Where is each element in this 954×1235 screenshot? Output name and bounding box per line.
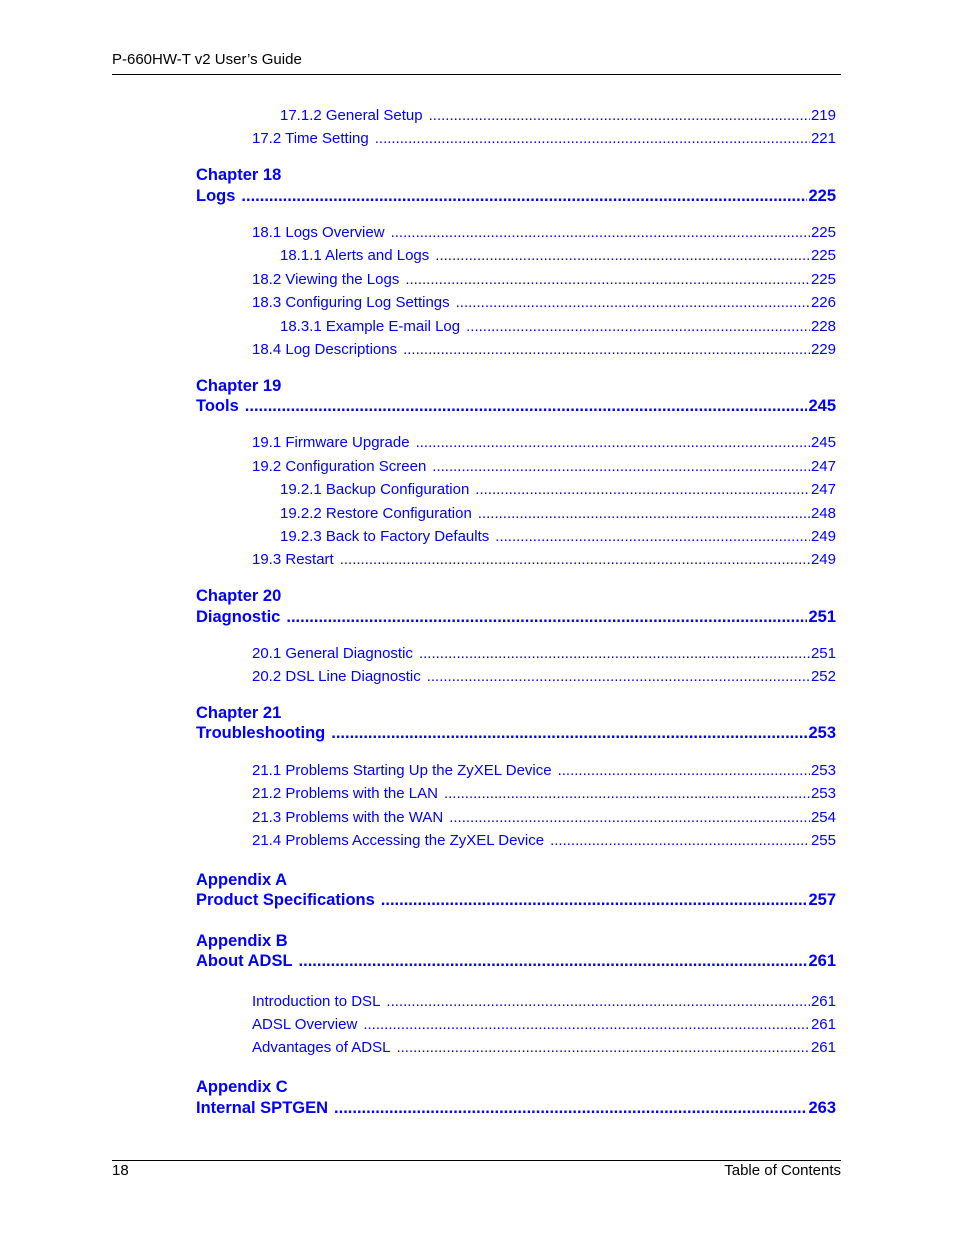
toc-entry-page: 249	[810, 551, 836, 568]
toc-chapter-page: 225	[808, 187, 836, 205]
toc-entry-page: 261	[810, 1039, 836, 1056]
dot-leader	[391, 224, 810, 241]
toc-entry-18-1[interactable]	[252, 224, 836, 243]
dot-leader	[375, 130, 810, 147]
toc-entry-21-3[interactable]	[252, 809, 836, 828]
footer-section-title: Table of Contents	[724, 1162, 841, 1179]
dot-leader	[558, 762, 810, 779]
toc-entry-page: 225	[810, 247, 836, 264]
toc-entry-18-4[interactable]	[252, 341, 836, 360]
toc-entry-20-2[interactable]	[252, 668, 836, 687]
toc-entry-page: 252	[810, 668, 836, 685]
toc-chapter-page: 251	[808, 608, 836, 626]
footer-rule	[112, 1160, 841, 1161]
toc-entry-title: Introduction to DSL	[252, 993, 381, 1010]
dot-leader	[386, 993, 810, 1010]
dot-leader	[334, 1099, 807, 1118]
appendix-c-label: Appendix C	[196, 1078, 288, 1096]
toc-entry-17-1-2[interactable]	[280, 107, 836, 126]
dot-leader	[405, 271, 810, 288]
dot-leader	[466, 318, 810, 335]
toc-appendix-b[interactable]	[196, 952, 836, 974]
dot-leader	[478, 505, 810, 522]
toc-entry-title: 17.1.2 General Setup	[280, 107, 423, 124]
appendix-b-label: Appendix B	[196, 932, 288, 950]
toc-entry-title: 18.2 Viewing the Logs	[252, 271, 400, 288]
dot-leader	[495, 528, 810, 545]
toc-entry-title: 21.4 Problems Accessing the ZyXEL Device	[252, 832, 545, 849]
dot-leader	[456, 294, 810, 311]
toc-entry-title: 19.2.1 Backup Configuration	[280, 481, 470, 498]
toc-entry-page: 255	[810, 832, 836, 849]
toc-entry-20-1[interactable]	[252, 645, 836, 664]
toc-entry-page: 253	[810, 785, 836, 802]
toc-chapter-page: 263	[808, 1099, 836, 1117]
toc-chapter-title: Tools	[196, 397, 239, 415]
dot-leader	[444, 785, 810, 802]
toc-chapter-title: Internal SPTGEN	[196, 1099, 329, 1117]
toc-entry-page: 251	[810, 645, 836, 662]
chapter-20-label: Chapter 20	[196, 587, 282, 605]
toc-entry-21-4[interactable]	[252, 832, 836, 851]
toc-chapter-title: Troubleshooting	[196, 724, 326, 742]
dot-leader	[396, 1039, 810, 1056]
toc-appendix-c[interactable]	[196, 1099, 836, 1121]
toc-entry-page: 249	[810, 528, 836, 545]
toc-entry-21-1[interactable]	[252, 762, 836, 781]
toc-entry-title: ADSL Overview	[252, 1016, 358, 1033]
toc-entry-18-1-1[interactable]	[280, 247, 836, 266]
toc-chapter-title: Diagnostic	[196, 608, 281, 626]
dot-leader	[429, 107, 810, 124]
toc-entry-title: 18.3 Configuring Log Settings	[252, 294, 450, 311]
toc-entry-page: 247	[810, 458, 836, 475]
toc-entry-19-2-1[interactable]	[280, 481, 836, 500]
toc-entry-title: 18.4 Log Descriptions	[252, 341, 398, 358]
toc-entry-19-2-2[interactable]	[280, 505, 836, 524]
toc-entry-title: 21.2 Problems with the LAN	[252, 785, 438, 802]
dot-leader	[286, 608, 807, 627]
toc-entry-19-1[interactable]	[252, 434, 836, 453]
toc-entry-page: 248	[810, 505, 836, 522]
toc-entry-page: 261	[810, 993, 836, 1010]
toc-entry-title: 19.1 Firmware Upgrade	[252, 434, 410, 451]
toc-chapter-page: 257	[808, 891, 836, 909]
toc-chapter-page: 253	[808, 724, 836, 742]
toc-entry-title: 21.1 Problems Starting Up the ZyXEL Device	[252, 762, 552, 779]
chapter-18-label: Chapter 18	[196, 166, 282, 184]
toc-entry-page: 221	[810, 130, 836, 147]
dot-leader	[449, 809, 810, 826]
toc-entry-title: 18.1.1 Alerts and Logs	[280, 247, 430, 264]
dot-leader	[419, 645, 810, 662]
toc-entry-title: 19.3 Restart	[252, 551, 334, 568]
toc-entry-19-2[interactable]	[252, 458, 836, 477]
toc-entry-title: 19.2 Configuration Screen	[252, 458, 427, 475]
footer-page-number: 18	[112, 1162, 129, 1179]
dot-leader	[403, 341, 810, 358]
toc-entry-advantages-of-adsl[interactable]	[252, 1039, 836, 1058]
toc-entry-page: 261	[810, 1016, 836, 1033]
toc-entry-page: 245	[810, 434, 836, 451]
dot-leader	[475, 481, 810, 498]
toc-entry-title: 19.2.2 Restore Configuration	[280, 505, 472, 522]
toc-entry-19-3[interactable]	[252, 551, 836, 570]
toc-chapter-page: 261	[808, 952, 836, 970]
dot-leader	[435, 247, 810, 264]
toc-entry-title: 17.2 Time Setting	[252, 130, 369, 147]
dot-leader	[299, 952, 808, 971]
toc-entry-page: 253	[810, 762, 836, 779]
dot-leader	[241, 187, 807, 206]
dot-leader	[381, 891, 808, 910]
toc-entry-page: 254	[810, 809, 836, 826]
dot-leader	[245, 397, 808, 416]
toc-entry-page: 229	[810, 341, 836, 358]
dot-leader	[331, 724, 807, 743]
toc-appendix-a[interactable]	[196, 891, 836, 913]
toc-entry-18-3-1[interactable]	[280, 318, 836, 337]
toc-chapter-19[interactable]	[196, 397, 836, 419]
toc-chapter-21[interactable]	[196, 724, 836, 746]
toc-entry-adsl-overview[interactable]	[252, 1016, 836, 1035]
toc-entry-18-2[interactable]	[252, 271, 836, 290]
toc-entry-18-3[interactable]	[252, 294, 836, 313]
toc-entry-title: 19.2.3 Back to Factory Defaults	[280, 528, 490, 545]
toc-entry-page: 226	[810, 294, 836, 311]
chapter-21-label: Chapter 21	[196, 704, 282, 722]
appendix-a-label: Appendix A	[196, 871, 288, 889]
dot-leader	[427, 668, 810, 685]
toc-entry-title: 20.1 General Diagnostic	[252, 645, 413, 662]
toc-entry-title: 18.3.1 Example E-mail Log	[280, 318, 461, 335]
toc-chapter-title: About ADSL	[196, 952, 293, 970]
toc-entry-17-2[interactable]	[252, 130, 836, 149]
toc-chapter-20[interactable]	[196, 608, 836, 630]
toc-entry-introduction-to-dsl[interactable]	[252, 993, 836, 1012]
dot-leader	[416, 434, 810, 451]
toc-entry-page: 225	[810, 224, 836, 241]
header-rule	[112, 74, 841, 75]
toc-entry-page: 247	[810, 481, 836, 498]
dot-leader	[550, 832, 810, 849]
toc-entry-page: 228	[810, 318, 836, 335]
toc-entry-page: 219	[810, 107, 836, 124]
document-header-title: P-660HW-T v2 User’s Guide	[112, 51, 302, 68]
toc-entry-title: 20.2 DSL Line Diagnostic	[252, 668, 421, 685]
toc-chapter-page: 245	[808, 397, 836, 415]
dot-leader	[363, 1016, 810, 1033]
toc-entry-title: 18.1 Logs Overview	[252, 224, 385, 241]
toc-entry-page: 225	[810, 271, 836, 288]
dot-leader	[340, 551, 810, 568]
toc-chapter-title: Logs	[196, 187, 236, 205]
toc-chapter-18[interactable]	[196, 187, 836, 209]
dot-leader	[432, 458, 810, 475]
toc-entry-19-2-3[interactable]	[280, 528, 836, 547]
toc-entry-21-2[interactable]	[252, 785, 836, 804]
toc-chapter-title: Product Specifications	[196, 891, 375, 909]
toc-entry-title: Advantages of ADSL	[252, 1039, 391, 1056]
chapter-19-label: Chapter 19	[196, 377, 282, 395]
toc-entry-title: 21.3 Problems with the WAN	[252, 809, 444, 826]
